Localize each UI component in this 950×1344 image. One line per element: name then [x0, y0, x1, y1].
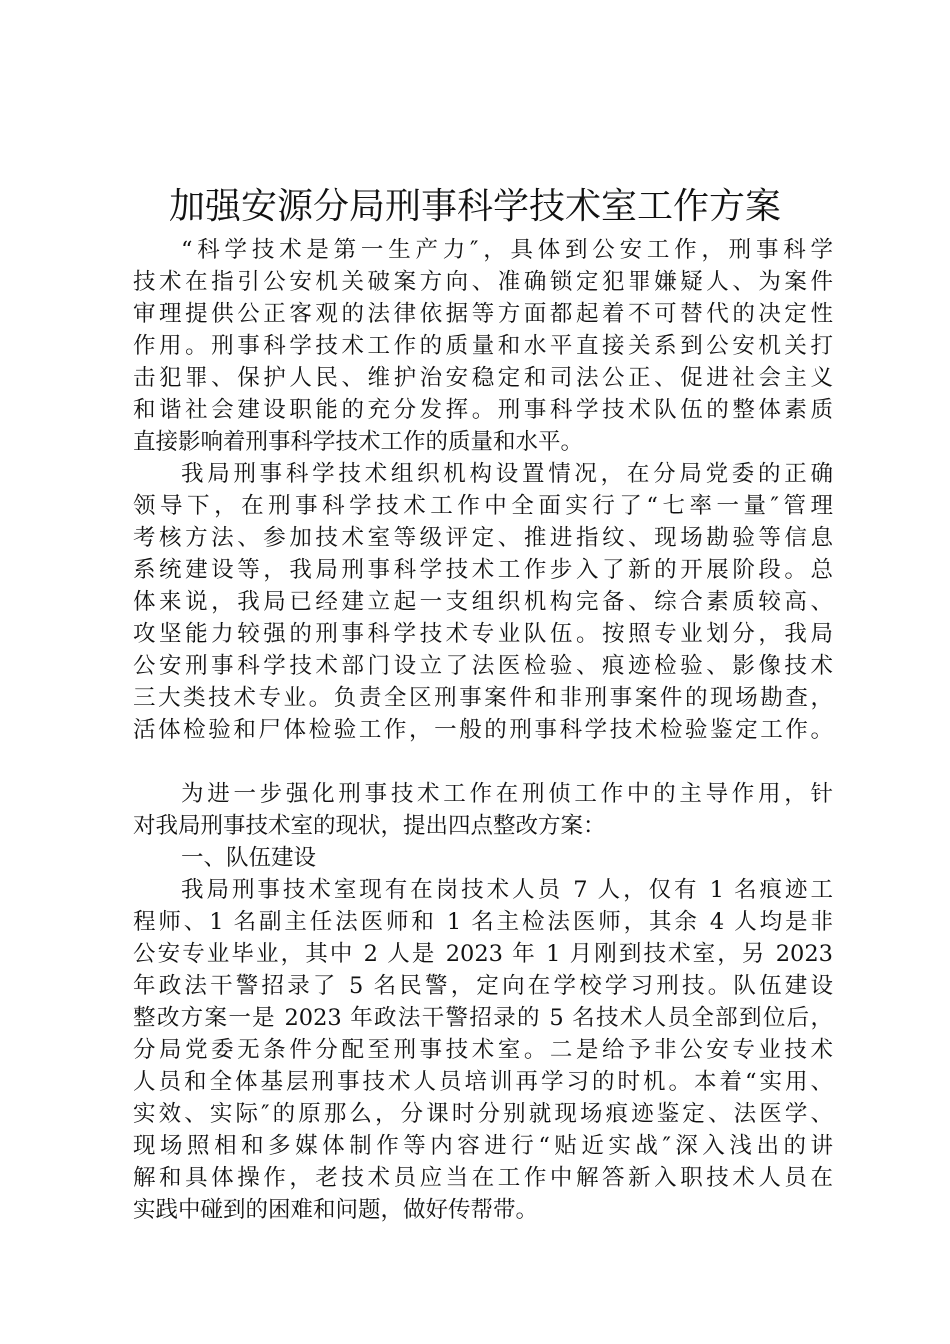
- paragraph-line: 对我局刑事技术室的现状，提出四点整改方案：: [133, 813, 606, 839]
- paragraph-line: 为进一步强化刑事技术工作在刑侦工作中的主导作用，针: [181, 781, 833, 807]
- paragraph-line: 技术在指引公安机关破案方向、准确锁定犯罪嫌疑人、为案件: [133, 269, 833, 295]
- paragraph-line: 我局刑事科学技术组织机构设置情况，在分局党委的正确: [181, 461, 833, 487]
- paragraph-line: 解和具体操作，老技术员应当在工作中解答新入职技术人员在: [133, 1165, 833, 1191]
- paragraph-line: 程师、1 名副主任法医师和 1 名主检法医师，其余 4 人均是非: [133, 909, 833, 935]
- paragraph-line: 领导下，在刑事科学技术工作中全面实行了“七率一量″管理: [133, 493, 833, 519]
- paragraph-line: 实效、实际″的原那么，分课时分别就现场痕迹鉴定、法医学、: [133, 1101, 833, 1127]
- paragraph-line: 直接影响着刑事科学技术工作的质量和水平。: [133, 429, 584, 455]
- paragraph-line: 作用。刑事科学技术工作的质量和水平直接关系到公安机关打: [133, 333, 833, 359]
- paragraph-gap: [133, 746, 833, 778]
- paragraph-line: 和谐社会建设职能的充分发挥。刑事科学技术队伍的整体素质: [133, 397, 833, 423]
- paragraph-line: 击犯罪、保护人民、维护治安稳定和司法公正、促进社会主义: [133, 365, 833, 391]
- paragraph-line: 公安专业毕业，其中 2 人是 2023 年 1 月刚到技术室，另 2023: [133, 941, 833, 967]
- paragraph-line: 年政法干警招录了 5 名民警，定向在学校学习刑技。队伍建设: [133, 973, 833, 999]
- paragraph-line: 公安刑事科学技术部门设立了法医检验、痕迹检验、影像技术: [133, 653, 833, 679]
- paragraph-line: 我局刑事技术室现有在岗技术人员 7 人，仅有 1 名痕迹工: [181, 877, 833, 903]
- paragraph-line: 体来说，我局已经建立起一支组织机构完备、综合素质较高、: [133, 589, 833, 615]
- document-title: 加强安源分局刑事科学技术室工作方案: [168, 186, 781, 227]
- paragraph-line: 三大类技术专业。负责全区刑事案件和非刑事案件的现场勘查，: [133, 685, 833, 711]
- paragraph-line: 人员和全体基层刑事技术人员培训再学习的时机。本着“实用、: [133, 1069, 833, 1095]
- paragraph-line: 系统建设等，我局刑事科学技术工作步入了新的开展阶段。总: [133, 557, 833, 583]
- paragraph-line: 考核方法、参加技术室等级评定、推进指纹、现场勘验等信息: [133, 525, 833, 551]
- paragraph-line: 攻坚能力较强的刑事科学技术专业队伍。按照专业划分，我局: [133, 621, 833, 647]
- paragraph-line: 实践中碰到的困难和问题，做好传帮带。: [133, 1197, 539, 1223]
- paragraph-line: 现场照相和多媒体制作等内容进行“贴近实战″深入浅出的讲: [133, 1133, 833, 1159]
- paragraph-line: “科学技术是第一生产力″，具体到公安工作，刑事科学: [181, 237, 833, 263]
- paragraph-line: 整改方案一是 2023 年政法干警招录的 5 名技术人员全部到位后，: [133, 1005, 833, 1031]
- paragraph-line: 活体检验和尸体检验工作，一般的刑事科学技术检验鉴定工作。: [133, 717, 833, 743]
- paragraph-line: 审理提供公正客观的法律依据等方面都起着不可替代的决定性: [133, 301, 833, 327]
- document-body: [133, 234, 833, 1226]
- paragraph-line: 分局党委无条件分配至刑事技术室。二是给予非公安专业技术: [133, 1037, 833, 1063]
- section-heading: 一、队伍建设: [181, 845, 317, 871]
